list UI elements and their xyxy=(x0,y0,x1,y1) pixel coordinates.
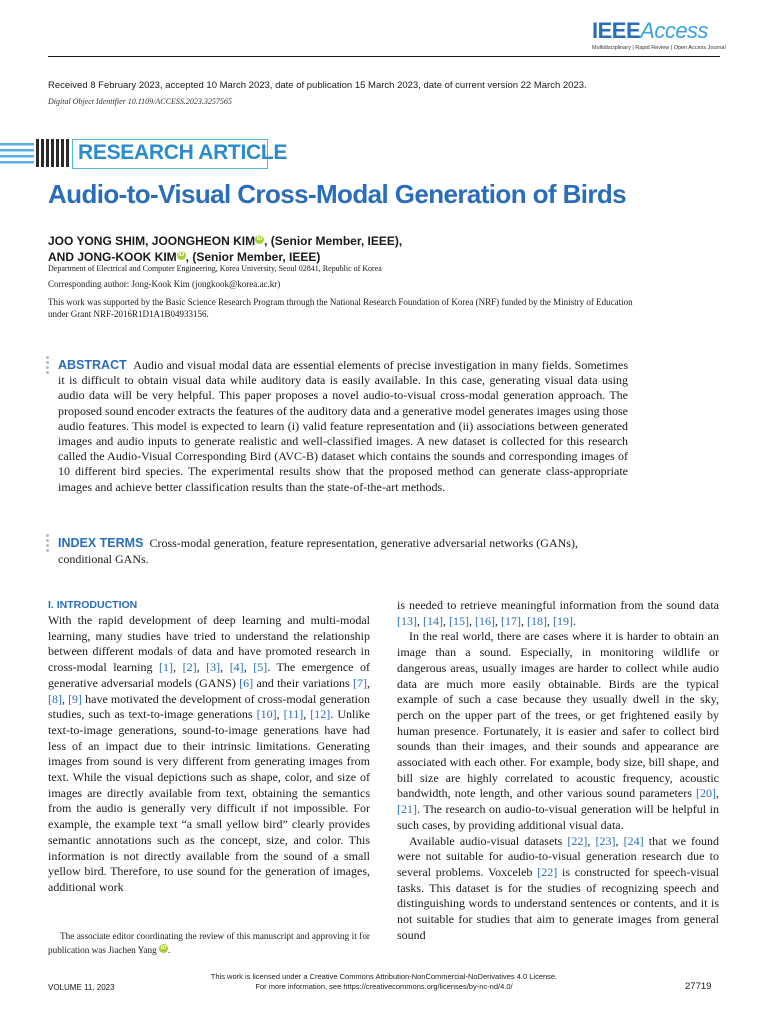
body-text: , xyxy=(615,833,624,848)
body-text: In the real world, there are cases where it is harder to obtain an image than a sound. Especially, in monitoring wildlife or dangerous areas, usually images are harder to collect while audio data are much more easily obtainable. Birds are the typical example of such a case because they usually dwell in the sky, perch on the upper part of the trees, or get frightened easily by human presence. Fortunately, it is easier and safer to collect bird sounds than their images, and their sounds and appearance are associated with each other. For example, body size, bill shape, and bill size are highly correlated to acoustic frequency, acoustic bandwidth, note length, and other various sound parameters xyxy=(397,629,719,801)
index-terms xyxy=(58,536,633,567)
index-terms-label: INDEX TERMS xyxy=(58,536,144,550)
index-terms-dots-icon xyxy=(46,534,50,554)
journal-logo xyxy=(592,18,708,44)
logo-ieee-text: IEEE xyxy=(592,18,641,43)
left-column xyxy=(48,613,370,896)
body-text: , xyxy=(521,613,527,628)
body-text: . The research on audio-to-visual generation will be helpful in such cases, by providing additional visual data. xyxy=(397,802,719,832)
paper-title: Audio-to-Visual Cross-Modal Generation of Birds xyxy=(48,179,627,209)
citation-link[interactable]: [4] xyxy=(229,660,244,675)
doi: Digital Object Identifier 10.1109/ACCESS.2023.3257565 xyxy=(48,97,232,106)
citation-link[interactable]: [12] xyxy=(310,707,331,722)
body-text: , xyxy=(443,613,449,628)
index-terms-text: Cross-modal generation, feature representation, generative adversarial networks (GANs), conditional GANs. xyxy=(58,536,578,566)
body-text: , xyxy=(547,613,553,628)
body-text: and their variations xyxy=(253,675,354,690)
volume-label: VOLUME 11, 2023 xyxy=(48,983,115,992)
body-text: , xyxy=(243,660,254,675)
citation-link[interactable]: [11] xyxy=(283,707,304,722)
article-type-label: RESEARCH ARTICLE xyxy=(78,141,288,164)
body-text: , xyxy=(276,707,284,722)
abstract-text: Audio and visual modal data are essential elements of precise investigation in many fields. Sometimes it is difficult to obtain visual data while auditory data is easily available. In this case, generating visual data using audio data will be very helpful. This paper proposes a novel audio-to-visual cross-modal generation approach. The proposed sound encoder extracts the features of the auditory data and a generative model generates images using those audio features. This model is expected to learn (i) valid feature representation and (ii) associations between generated images and audio inputs to generate realistic and well-classified images. A new dataset is collected for this research called the Audio-Visual Corresponding Bird (AVC-B) dataset which contains the sounds and corresponding images of 10 different bird species. The experimental results show that the proposed method can generate class-appropriate images and achieve better classification results than the state-of-the-art methods. xyxy=(58,358,629,494)
body-text: . The emergence of generative adversarial models (GANS) xyxy=(48,660,371,690)
citation-link[interactable]: [15] xyxy=(449,613,469,628)
section-heading: I. INTRODUCTION xyxy=(48,599,138,611)
citation-link[interactable]: [5] xyxy=(253,660,268,675)
authors-line2-a: AND JONG-KOOK KIM xyxy=(48,250,177,264)
intro-paragraph-2 xyxy=(397,629,719,833)
body-text: . xyxy=(573,613,576,628)
abstract-dots-icon xyxy=(46,356,50,376)
corresponding-author: Corresponding author: Jong-Kook Kim (jongkook@korea.ac.kr) xyxy=(48,279,281,289)
citation-link[interactable]: [3] xyxy=(206,660,221,675)
body-text: , xyxy=(716,786,719,801)
body-text: , xyxy=(367,675,371,690)
citation-link[interactable]: [9] xyxy=(68,691,83,706)
logo-tagline: Multidisciplinary | Rapid Review | Open Access Journal xyxy=(592,45,726,51)
intro-paragraph-1 xyxy=(48,613,370,896)
intro-paragraph-3 xyxy=(397,834,719,944)
license-line-2[interactable]: For more information, see https://creativecommons.org/licenses/by-nc-nd/4.0/ xyxy=(255,982,513,991)
license-notice xyxy=(0,972,768,992)
abstract-label: ABSTRACT xyxy=(58,358,127,372)
abstract xyxy=(58,358,628,495)
body-text: that we found were not suitable for audio-to-visual generation research due to several problems. Voxceleb xyxy=(397,833,720,879)
body-text: , xyxy=(220,660,230,675)
logo-access-text: Access xyxy=(640,18,709,43)
citation-link[interactable]: [22] xyxy=(567,833,588,848)
citation-link[interactable]: [23] xyxy=(595,833,616,848)
citation-link[interactable]: [22] xyxy=(537,864,558,879)
body-text: have motivated the development of cross-modal generation studies, such as text-to-image generations xyxy=(48,691,371,722)
right-column xyxy=(397,598,719,943)
citation-link[interactable]: [2] xyxy=(182,660,197,675)
article-type-bars-icon xyxy=(0,135,72,169)
body-text: Available audio-visual datasets xyxy=(409,833,568,848)
citation-link[interactable]: [16] xyxy=(475,613,495,628)
citation-link[interactable]: [21] xyxy=(397,802,417,817)
funding-statement: This work was supported by the Basic Science Research Program through the National Research Foundation of Korea (NRF) funded by the Ministry of Education under Grant NRF-2016R1D1A1B04933156. xyxy=(48,297,633,319)
orcid-icon[interactable]: iD xyxy=(178,252,185,258)
citation-link[interactable]: [13] xyxy=(397,613,417,628)
citation-link[interactable]: [24] xyxy=(623,833,644,848)
orcid-icon[interactable]: iD xyxy=(256,236,263,242)
orcid-icon[interactable]: iD xyxy=(160,944,167,951)
body-text: , xyxy=(303,707,311,722)
authors-line2-b: , (Senior Member, IEEE) xyxy=(185,250,321,264)
citation-link[interactable]: [8] xyxy=(48,691,62,706)
body-text: is constructed for speech-visual tasks. This dataset is for the studies of recognizing speech and distinguishing words to understand sentences or contents, and it is not suitable for studies that aim to generate images from general sound xyxy=(397,864,719,942)
body-text: , xyxy=(587,833,596,848)
citation-link[interactable]: [1] xyxy=(159,660,174,675)
footnote-text: The associate editor coordinating the review of this manuscript and approving it for publication was Jiachen Yang xyxy=(48,931,370,955)
citation-link[interactable]: [17] xyxy=(501,613,521,628)
body-text: , xyxy=(495,613,501,628)
body-text: , xyxy=(62,691,69,706)
affiliation: Department of Electrical and Computer Engineering, Korea University, Seoul 02841, Republic of Korea xyxy=(48,264,382,273)
citation-link[interactable]: [14] xyxy=(423,613,443,628)
citation-link[interactable]: [19] xyxy=(553,613,573,628)
body-text: , xyxy=(417,613,423,628)
body-text: . Unlike text-to-image generations, sound-to-image generations have had less of an impact due to their intrinsic limitations. Generating images from sound is very different from generating images from text. While the visual depictions such as shape, color, and size of images are directly available from text, obtaining the semantics from the audio is generally very difficult if not impossible. For example, the example text “a small yellow bird” clearly provides semantic annotations such as the concept, size, and color. This information is not directly available from the sound of a small yellow bird. Therefore, to use sound for the generation of images, additional work xyxy=(48,707,370,894)
citation-link[interactable]: [10] xyxy=(256,707,277,722)
editor-footnote: The associate editor coordinating the review of this manuscript and approving it for publication was Jiachen Yang iD . xyxy=(48,931,370,955)
body-text: is needed to retrieve meaningful information from the sound data xyxy=(397,598,719,612)
authors-line1-a: JOO YONG SHIM, JOONGHEON KIM xyxy=(48,234,256,248)
page-number: 27719 xyxy=(685,981,712,992)
body-text: , xyxy=(469,613,475,628)
header-rule xyxy=(48,56,720,57)
body-text: , xyxy=(173,660,183,675)
received-dates: Received 8 February 2023, accepted 10 March 2023, date of publication 15 March 2023, date of current version 22 March 2023. xyxy=(48,80,587,91)
license-line-1[interactable]: This work is licensed under a Creative Commons Attribution-NonCommercial-NoDerivatives 4.0 License. xyxy=(210,972,558,981)
body-text: , xyxy=(196,660,207,675)
author-list xyxy=(48,233,402,265)
citation-link[interactable]: [20] xyxy=(696,786,716,801)
body-text: With the rapid development of deep learning and multi-modal learning, many studies have tried to understand the relationship between different modals of data and have promoted research in cross-modal learning xyxy=(48,613,370,675)
citation-link[interactable]: [18] xyxy=(527,613,547,628)
citation-link[interactable]: [7] xyxy=(353,675,368,690)
intro-paragraph-continued xyxy=(397,598,719,629)
citation-link[interactable]: [6] xyxy=(239,675,254,690)
authors-line1-b: , (Senior Member, IEEE), xyxy=(264,234,403,248)
